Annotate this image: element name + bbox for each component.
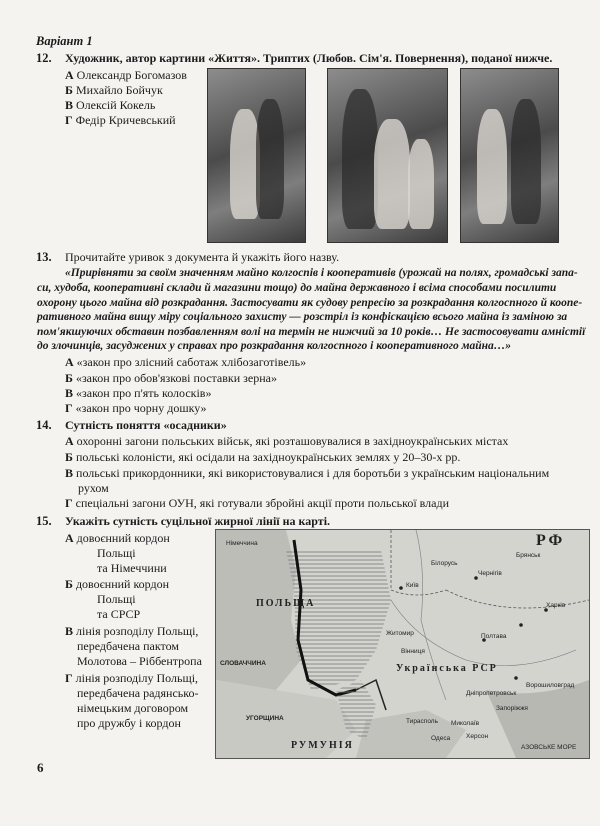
option-text: лінія розподілу Польщі,	[76, 624, 199, 638]
triptych-family-image	[327, 68, 448, 243]
q12-option-b[interactable]	[65, 83, 163, 98]
map-label-voroshylovhrad: Ворошиловград	[526, 682, 575, 689]
quote-line: охорону цього майна від розкрадання. Застосувати як судову репресію за розкрадання колгоспного й коопе-	[37, 296, 583, 309]
map-label-vinnytsia: Вінниця	[401, 648, 425, 655]
q12-option-a[interactable]	[65, 68, 187, 83]
q14-stem: Сутність поняття «осадники»	[65, 418, 227, 432]
map-graphic	[216, 530, 589, 758]
historical-map	[215, 529, 590, 759]
q13-option-v[interactable]	[65, 386, 211, 401]
option-letter: В	[65, 98, 74, 112]
map-label-romania: РУМУНІЯ	[291, 740, 354, 751]
option-text: передбачена пактом	[77, 639, 179, 653]
q13-option-a[interactable]	[65, 355, 306, 370]
option-text: польські колоністи, які осідали на західноукраїнських землях у 20–30-х рр.	[75, 450, 461, 464]
page-number: 6	[37, 760, 44, 775]
option-text: Молотова – Ріббентропа	[77, 654, 202, 668]
variant-heading: Варіант 1	[36, 34, 93, 48]
map-label-zhytomyr: Житомир	[386, 630, 414, 637]
option-text: «закон про обов'язкові поставки зерна»	[75, 371, 277, 385]
map-label-ukrainian-ssr: Українська РСР	[396, 663, 498, 674]
option-text: Польщі	[97, 592, 136, 606]
map-label-poltava: Полтава	[481, 633, 507, 640]
map-label-hungary: УГОРЩИНА	[246, 715, 284, 722]
option-text: «закон про чорну дошку»	[75, 401, 207, 415]
option-text: спеціальні загони ОУН, які готували збройні акції проти польської влади	[75, 496, 450, 510]
q14-option-b[interactable]	[65, 450, 460, 465]
option-letter: Г	[65, 113, 73, 127]
map-label-bryansk: Брянськ	[516, 552, 541, 559]
q15-number: 15.	[36, 514, 52, 528]
option-letter: А	[65, 68, 74, 82]
q14-option-v[interactable]	[65, 466, 549, 481]
option-letter: А	[65, 434, 74, 448]
option-text: Олексій Кокель	[76, 98, 156, 112]
option-text: Федір Кричевський	[75, 113, 176, 127]
map-label-kharkiv: Харків	[546, 602, 566, 609]
option-letter: А	[65, 531, 74, 545]
q13-number: 13.	[36, 250, 52, 264]
q13-quote-cont	[37, 281, 592, 354]
option-text: «закон про злісний саботаж хлібозаготівель»	[76, 355, 307, 369]
map-label-azov-sea: АЗОВСЬКЕ МОРЕ	[521, 744, 577, 751]
option-text: польські прикордонники, які використовувалися і для боротьби з українським національним	[76, 466, 550, 480]
q15-option-h[interactable]	[65, 671, 198, 731]
map-label-mykolaiv: Миколаїв	[451, 720, 480, 727]
q12-number: 12.	[36, 51, 52, 65]
option-letter: А	[65, 355, 74, 369]
q15-stem: Укажіть сутність суцільної жирної лінії на карті.	[65, 514, 331, 528]
map-label-dnipropetrovsk: Дніпропетровськ	[466, 690, 517, 697]
option-letter: В	[65, 624, 74, 638]
option-letter: Б	[65, 371, 73, 385]
q14-option-a[interactable]	[65, 434, 508, 449]
map-label-poland: ПОЛЬЩА	[256, 598, 316, 609]
q14-number: 14.	[36, 418, 52, 432]
option-text: довоєнний кордон	[75, 577, 170, 591]
q14-option-h[interactable]	[65, 496, 449, 511]
q12-stem: Художник, автор картини «Життя». Триптих (Любов. Сім'я. Повернення), поданої нижче.	[65, 51, 553, 65]
quote-line: «Прирівняти за своїм значенням майно колгоспів і кооперативів (урожай на полях, громадські запа-	[65, 267, 578, 279]
option-text: охоронні загони польських військ, які розташовувалися в західноукраїнських містах	[76, 434, 509, 448]
q12-option-h[interactable]	[65, 113, 176, 128]
option-text: довоєнний кордон	[76, 531, 170, 545]
option-letter: В	[65, 386, 74, 400]
q13-option-b[interactable]	[65, 371, 277, 386]
triptych-love-image	[207, 68, 306, 243]
q15-option-a[interactable]	[65, 531, 170, 576]
map-label-chernihiv: Чернігів	[478, 570, 502, 577]
q13-quote	[65, 266, 590, 281]
option-text: та СРСР	[97, 607, 141, 621]
option-letter: Б	[65, 577, 73, 591]
option-text: про дружбу і кордон	[77, 716, 181, 730]
option-text: Михайло Бойчук	[75, 83, 163, 97]
option-text: передбачена радянсько-	[77, 686, 199, 700]
map-label-odesa: Одеса	[431, 735, 451, 742]
option-letter: Б	[65, 83, 73, 97]
option-letter: Б	[65, 450, 73, 464]
quote-line: до злочинців, засуджених у справах про розкрадання колгоспного і кооперативного майна…»	[37, 340, 512, 352]
map-label-germany: Німеччина	[226, 540, 258, 547]
map-label-kherson: Херсон	[466, 733, 489, 740]
map-label-tyraspol: Тирасполь	[406, 718, 438, 725]
q15-option-b[interactable]	[65, 577, 169, 622]
option-text: Польщі	[97, 546, 136, 560]
q12-option-v[interactable]	[65, 98, 155, 113]
option-letter: Г	[65, 671, 73, 685]
map-label-zaporizhzhia: Запоріжжя	[496, 705, 528, 712]
quote-line: ративного майна вищу міру соціального захисту — розстріл із конфіскацією всього майна із заміною за	[37, 311, 568, 323]
q13-stem: Прочитайте уривок з документа й укажіть його назву.	[65, 250, 340, 264]
quote-line: си, худоба, кооперативні склади й магазини тощо) до майна державного і всіма способами посилити	[37, 282, 557, 294]
map-label-belarus: Білорусь	[431, 560, 458, 567]
map-label-kyiv: Київ	[406, 582, 419, 589]
q13-option-h[interactable]	[65, 401, 207, 416]
map-label-slovakia: СЛОВАЧЧИНА	[220, 660, 266, 667]
q15-option-v[interactable]	[65, 624, 202, 669]
option-letter: Г	[65, 496, 73, 510]
option-text: лінія розподілу Польщі,	[75, 671, 199, 685]
option-text: «закон про п'ять колосків»	[76, 386, 212, 400]
option-text: Олександр Богомазов	[76, 68, 187, 82]
q14-option-v-cont: рухом	[78, 481, 109, 495]
option-text: та Німеччини	[97, 561, 167, 575]
option-text: німецьким договором	[77, 701, 189, 715]
map-label-rsfsr: РФ	[536, 532, 566, 549]
triptych-return-image	[460, 68, 559, 243]
option-letter: Г	[65, 401, 73, 415]
quote-line: пом'якшуючих обставин позбавленням волі на термін не нижчий за 10 років… Не застосовувати амністії	[37, 325, 586, 338]
option-letter: В	[65, 466, 74, 480]
